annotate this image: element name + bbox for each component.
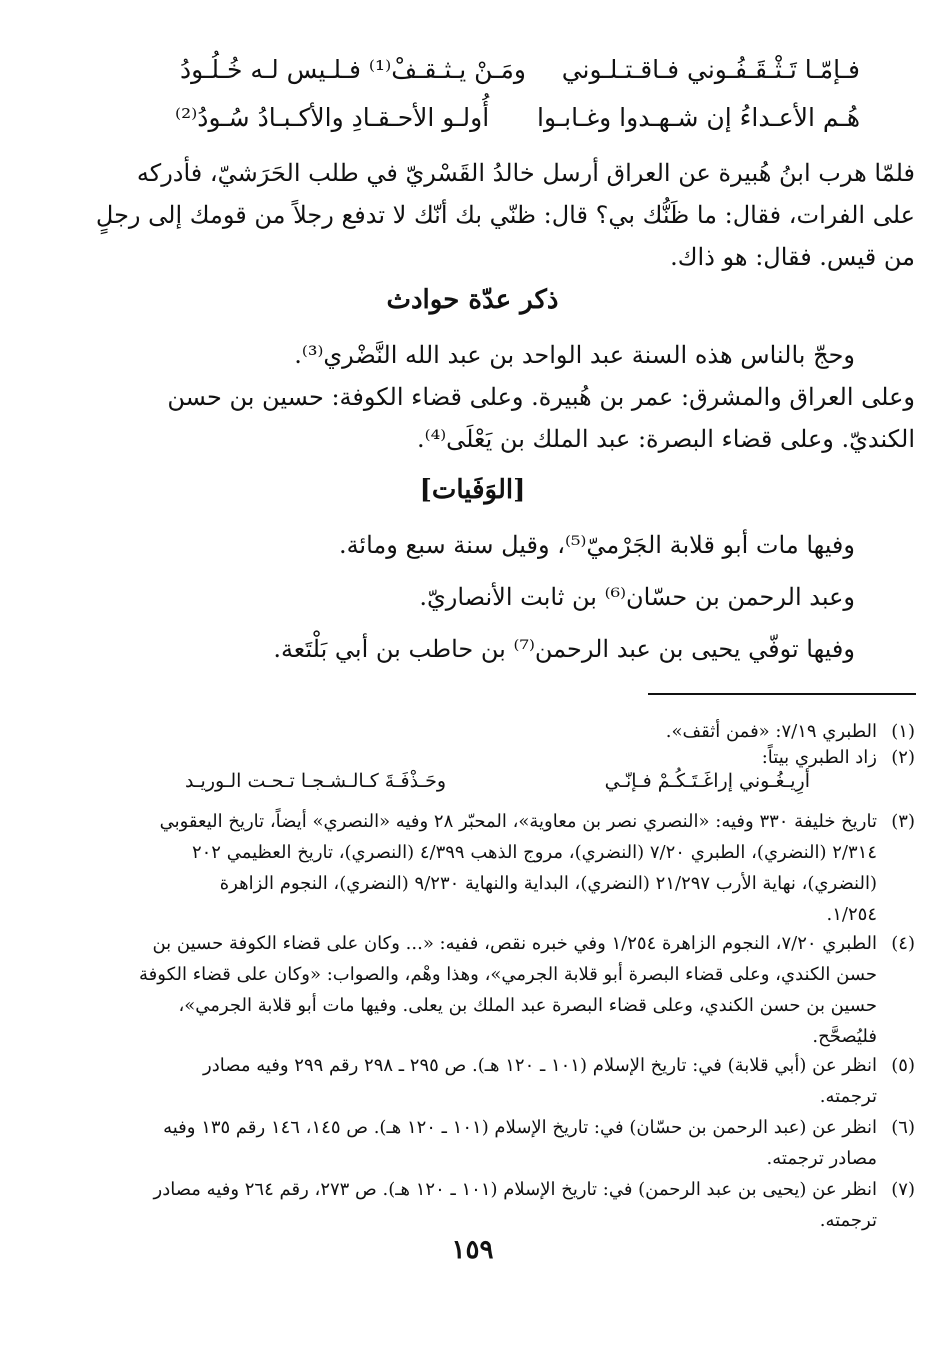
poem-line1-right: فـإمّـا تَـثْـقَـفُـوني فـاقـتـلـوني [561,55,860,84]
footnote-number: (٦) [891,1117,915,1138]
death-entry: وفيها توفّي يحيى بن عبد الرحمن⁽⁷⁾ بن حاطب بن أبي بَلْتَعة. [273,635,855,663]
footnote-line: انظر عن (أبي قلابة) في: تاريخ الإسلام (١٠١ ـ ١٢٠ هـ). ص ٢٩٥ ـ ٢٩٨ رقم ٢٩٩ وفيه مصادر [203,1055,877,1076]
paragraph-events [25,334,915,460]
section-heading-events: ذكر عدّة حوادث [386,285,559,315]
poem-line2-left: أُولـو الأحـقـادِ والأكـبـادُ سُـودُ⁽²⁾ [175,103,490,132]
footnote-line: الطبري ٧/١٩: «فمن أثقف». [665,721,877,742]
death-entry: وعبد الرحمن بن حسّان⁽⁶⁾ بن ثابت الأنصاريّ. [419,583,855,611]
footnote-line: الطبري ٧/٢٠، النجوم الزاهرة ١/٢٥٤ وفي خبره نقص، ففيه: «... وكان على قضاء الكوفة حسين بن [152,933,877,954]
paragraph-line: فلمّا هرب ابنُ هُبيرة عن العراق أرسل خالدُ القَسْريّ في طلب الحَرَشيّ، فأدركه [136,159,915,187]
footnote-number: (٢) [891,747,915,768]
section-heading-deaths: [الوَفَيات] [419,475,526,505]
footnote-number: (١) [891,721,915,742]
deaths-list [25,524,915,680]
paragraph-line: وعلى العراق والمشرق: عمر بن هُبيرة. وعلى قضاء الكوفة: حسين بن حسن [167,383,915,411]
footnote-line: زاد الطبري بيتاً: [761,747,877,768]
footnote-2-verse-left: وحَـذْفَـةَ كـالـشـجـا تـحـت الـوريـد [185,770,447,792]
footnote-line: ١/٢٥٤. [826,904,877,925]
footnote-line: فليُصحَّح. [812,1026,877,1047]
footnote-line: تاريخ خليفة ٣٣٠ وفيه: «النصري نصر بن معاوية»، المحبّر ٢٨ وفيه «النصري» أيضاً، تاريخ اليعقوبي [159,811,877,832]
footnote-number: (٤) [891,933,915,954]
footnote-line: ترجمته. [819,1086,877,1107]
footnote-line: انظر عن (يحيى بن عبد الرحمن) في: تاريخ الإسلام (١٠١ ـ ١٢٠ هـ). ص ٢٧٣، رقم ٢٦٤ وفيه مصادر [153,1179,877,1200]
poem-line2-right: هُـم الأعـداءُ إن شـهـدوا وغـابـوا [537,103,860,132]
poem-line1-left: ومَـنْ يـثـقـفْ⁽¹⁾ فـلـيس لـه خُـلُـودُ [180,55,526,84]
paragraph-flight-of-ibn-hubayra [25,152,915,278]
footnote-number: (٥) [891,1055,915,1076]
footnote-2-verse-right: أرِيـغُـوني إراغَـتَـكُـمْ فـإنّـي [604,770,810,792]
footnote-line: ٢/٣١٤ (النضري)، الطبري ٧/٢٠ (النضري)، مروج الذهب ٤/٣٩٩ (النصري)، تاريخ العظيمي ٢٠٢ [191,842,877,863]
footnote-separator [648,693,916,695]
footnote-line: مصادر ترجمته. [766,1148,877,1169]
footnote-line: انظر عن (عبد الرحمن بن حسّان) في: تاريخ الإسلام (١٠١ ـ ١٢٠ هـ). ص ١٤٥، ١٤٦ رقم ١٣٥ وفيه [163,1117,877,1138]
paragraph-line: على الفرات، فقال: ما ظَنُّك بي؟ قال: ظنّي بك أنّك لا تدفع رجلاً من قومك إلى رجلٍ [95,201,915,229]
footnote-line: حسين بن حسن الكندي، وعلى قضاء البصرة عبد الملك بن يعلى. وفيها مات أبو قلابة الجرمي»، [178,995,877,1016]
footnote-line: حسن الكندي، وعلى قضاء البصرة أبو قلابة الجرمي»، وهذا وهْم، والصواب: «وكان على قضاء الكوفة [139,964,877,985]
footnote-line: (النضري)، نهاية الأرب ٢١/٢٩٧ (النضري)، البداية والنهاية ٩/٢٣٠ (النضري)، النجوم الزاهرة [219,873,877,894]
paragraph-line: الكنديّ. وعلى قضاء البصرة: عبد الملك بن يَعْلَى⁽⁴⁾. [417,425,915,453]
paragraph-line: وحجّ بالناس هذه السنة عبد الواحد بن عبد الله النَّضْري⁽³⁾. [294,341,855,369]
page-number: ١٥٩ [451,1235,494,1265]
footnote-line: ترجمته. [819,1210,877,1231]
footnote-number: (٧) [891,1179,915,1200]
paragraph-line: من قيس. فقال: هو ذاك. [670,243,915,271]
footnote-number: (٣) [891,811,915,832]
death-entry: وفيها مات أبو قلابة الجَرْميّ⁽⁵⁾، وقيل سنة سبع ومائة. [338,531,855,559]
